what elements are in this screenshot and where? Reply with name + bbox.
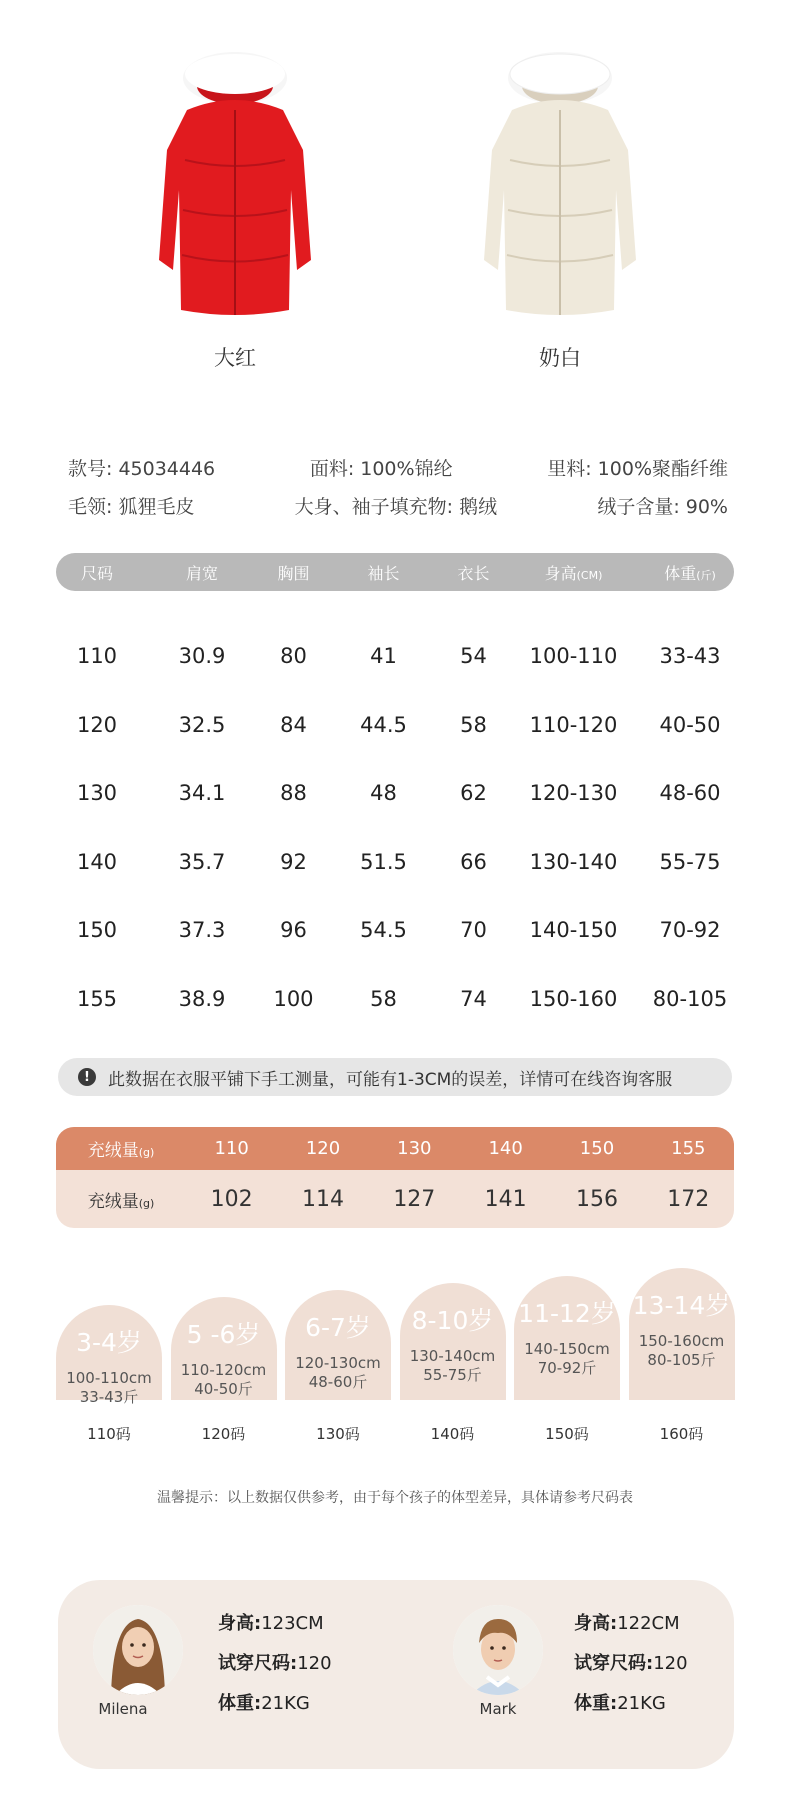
- age-label: 13-14岁: [632, 1291, 731, 1320]
- cell-length: 66: [460, 849, 487, 874]
- spec-fabric: 面料: 100%锦纶: [309, 457, 453, 480]
- cell-sleeve: 48: [370, 781, 397, 806]
- fill-value: 141: [484, 1186, 527, 1212]
- age-weight: 48-60斤: [308, 1373, 368, 1391]
- fill-size: 130: [397, 1138, 432, 1159]
- cell-weight: 55-75: [659, 849, 721, 874]
- fill-table-row: [56, 1170, 734, 1228]
- avatar-girl-icon: [93, 1605, 183, 1695]
- height-unit: (CM): [576, 568, 603, 582]
- white-coat-image: [450, 40, 670, 330]
- cell-sleeve: 41: [370, 644, 397, 669]
- red-coat-image: [125, 40, 345, 330]
- model-avatar-milena: [93, 1605, 183, 1695]
- model-stats-mark: [574, 1604, 688, 1724]
- cell-length: 54: [460, 644, 487, 669]
- cell-chest: 96: [280, 918, 307, 943]
- model-name-milena: Milena: [98, 1700, 148, 1718]
- model-height: 身高:123CM: [218, 1613, 324, 1634]
- cell-shoulder: 35.7: [178, 849, 226, 874]
- fill-value: 127: [393, 1186, 436, 1212]
- cell-size: 130: [76, 781, 118, 806]
- age-weight: 55-75斤: [423, 1366, 482, 1384]
- fill-size: 155: [671, 1138, 706, 1159]
- color-option-red[interactable]: [125, 40, 345, 372]
- spec-row: [68, 448, 728, 486]
- age-arch: [56, 1305, 162, 1406]
- header-length: 衣长: [457, 563, 490, 583]
- cell-size: 140: [76, 849, 118, 874]
- cell-length: 58: [460, 712, 487, 737]
- size-code: 160码: [659, 1425, 704, 1443]
- cell-sleeve: 58: [370, 986, 397, 1011]
- spec-row: [68, 486, 728, 524]
- model-size: 试穿尺码:120: [218, 1653, 332, 1674]
- cell-weight: 70-92: [659, 918, 721, 943]
- color-option-white[interactable]: [450, 40, 670, 372]
- age-arch: [629, 1268, 735, 1400]
- age-height: 100-110cm: [66, 1369, 152, 1387]
- down-fill-table: [56, 1127, 734, 1228]
- header-height: 身高(CM): [544, 563, 603, 583]
- header-sleeve: 袖长: [367, 563, 400, 583]
- fill-size: 150: [579, 1138, 615, 1159]
- table-row: [56, 622, 734, 691]
- cell-height: 130-140: [529, 849, 618, 874]
- cell-shoulder: 30.9: [178, 644, 226, 669]
- fill-size: 110: [214, 1138, 249, 1159]
- cell-chest: 88: [280, 781, 307, 806]
- size-code: 120码: [201, 1425, 246, 1443]
- cell-size: 120: [76, 712, 118, 737]
- spec-collar: 毛领: 狐狸毛皮: [68, 495, 195, 518]
- size-code: 150码: [545, 1425, 589, 1443]
- cell-weight: 40-50: [659, 712, 721, 737]
- fill-value: 172: [667, 1186, 710, 1212]
- model-avatar-mark: [453, 1605, 543, 1695]
- cell-weight: 80-105: [652, 986, 728, 1011]
- exclamation-icon: !: [78, 1068, 96, 1086]
- age-height: 140-150cm: [524, 1340, 610, 1358]
- age-arch: [400, 1283, 506, 1400]
- cell-chest: 100: [273, 986, 314, 1011]
- spec-lining: 里料: 100%聚酯纤维: [547, 457, 728, 480]
- notice-text: 此数据在衣服平铺下手工测量，可能有1-3CM的误差，详情可在线咨询客服: [108, 1069, 673, 1090]
- cell-chest: 92: [280, 849, 307, 874]
- model-weight: 体重:21KG: [218, 1693, 310, 1714]
- cell-chest: 84: [280, 712, 307, 737]
- header-shoulder: 肩宽: [185, 563, 218, 583]
- age-size-guide: [56, 1260, 736, 1443]
- cell-length: 62: [460, 781, 487, 806]
- cell-height: 100-110: [529, 644, 618, 669]
- cell-weight: 48-60: [659, 781, 721, 806]
- size-tip: 温馨提示：以上数据仅供参考，由于每个孩子的体型差异，具体请参考尺码表: [157, 1490, 633, 1506]
- cell-chest: 80: [280, 644, 307, 669]
- table-row: [56, 691, 734, 760]
- fill-value: 114: [301, 1186, 344, 1212]
- product-specs: [68, 448, 728, 524]
- fill-size: 120: [305, 1138, 341, 1159]
- cell-sleeve: 54.5: [360, 918, 407, 943]
- spec-down-content: 绒子含量: 90%: [597, 495, 728, 518]
- model-size: 试穿尺码:120: [574, 1653, 688, 1674]
- fill-value: 102: [210, 1186, 253, 1212]
- cell-shoulder: 32.5: [178, 712, 226, 737]
- fill-label: 充绒量(g): [87, 1141, 155, 1161]
- age-arch: [171, 1297, 277, 1400]
- fill-table-header: [56, 1127, 734, 1170]
- cell-sleeve: 51.5: [360, 849, 407, 874]
- cell-length: 70: [460, 918, 487, 943]
- model-stats-milena: [218, 1604, 332, 1724]
- table-row: [56, 828, 734, 897]
- fill-label: 充绒量(g): [87, 1191, 155, 1212]
- cell-height: 120-130: [529, 781, 618, 806]
- fill-value: 156: [575, 1186, 618, 1212]
- cell-height: 140-150: [529, 918, 618, 943]
- cell-weight: 33-43: [659, 644, 721, 669]
- avatar-boy-icon: [453, 1605, 543, 1695]
- age-height: 110-120cm: [180, 1361, 267, 1379]
- age-weight: 80-105斤: [647, 1351, 716, 1369]
- model-info-card: [58, 1580, 734, 1769]
- cell-length: 74: [460, 986, 487, 1011]
- age-weight: 33-43斤: [79, 1388, 139, 1406]
- cell-shoulder: 38.9: [178, 986, 226, 1011]
- age-height: 130-140cm: [409, 1347, 496, 1365]
- cell-shoulder: 34.1: [178, 781, 226, 806]
- age-height: 120-130cm: [295, 1354, 381, 1372]
- measurement-notice: [58, 1058, 732, 1096]
- model-name-mark: Mark: [479, 1700, 517, 1718]
- size-table-header: [56, 553, 734, 591]
- model-height: 身高:122CM: [574, 1613, 680, 1634]
- color-label-red: 大红: [214, 346, 256, 370]
- cell-size: 155: [76, 986, 118, 1011]
- age-label: 3-4岁: [76, 1328, 142, 1357]
- age-height: 150-160cm: [638, 1332, 725, 1350]
- model-weight: 体重:21KG: [574, 1693, 666, 1714]
- size-code: 130码: [316, 1425, 360, 1443]
- age-arch: [514, 1276, 620, 1400]
- cell-shoulder: 37.3: [178, 918, 226, 943]
- cell-size: 110: [76, 644, 118, 669]
- cell-height: 110-120: [529, 712, 618, 737]
- cell-height: 150-160: [529, 986, 618, 1011]
- spec-filling: 大身、袖子填充物: 鹅绒: [294, 495, 498, 518]
- header-weight: 体重(斤): [664, 563, 716, 583]
- size-table-body: [56, 622, 734, 1033]
- age-arch: [285, 1290, 391, 1400]
- age-label: 6-7岁: [305, 1313, 371, 1342]
- age-label: 5 -6岁: [186, 1320, 261, 1349]
- age-label: 8-10岁: [411, 1306, 494, 1335]
- cell-sleeve: 44.5: [360, 712, 407, 737]
- cell-size: 150: [76, 918, 118, 943]
- size-code: 140码: [430, 1425, 475, 1443]
- table-row: [56, 759, 734, 828]
- table-row: [56, 965, 734, 1034]
- weight-unit: (斤): [696, 568, 716, 582]
- age-label: 11-12岁: [518, 1299, 616, 1328]
- header-chest: 胸围: [277, 563, 310, 583]
- size-code: 110码: [87, 1425, 131, 1443]
- header-size: 尺码: [80, 563, 113, 583]
- fill-size: 140: [488, 1138, 523, 1159]
- spec-style-number: 款号: 45034446: [68, 457, 216, 480]
- table-row: [56, 896, 734, 965]
- age-weight: 70-92斤: [537, 1359, 597, 1377]
- color-label-white: 奶白: [539, 346, 581, 370]
- age-weight: 40-50斤: [194, 1380, 253, 1398]
